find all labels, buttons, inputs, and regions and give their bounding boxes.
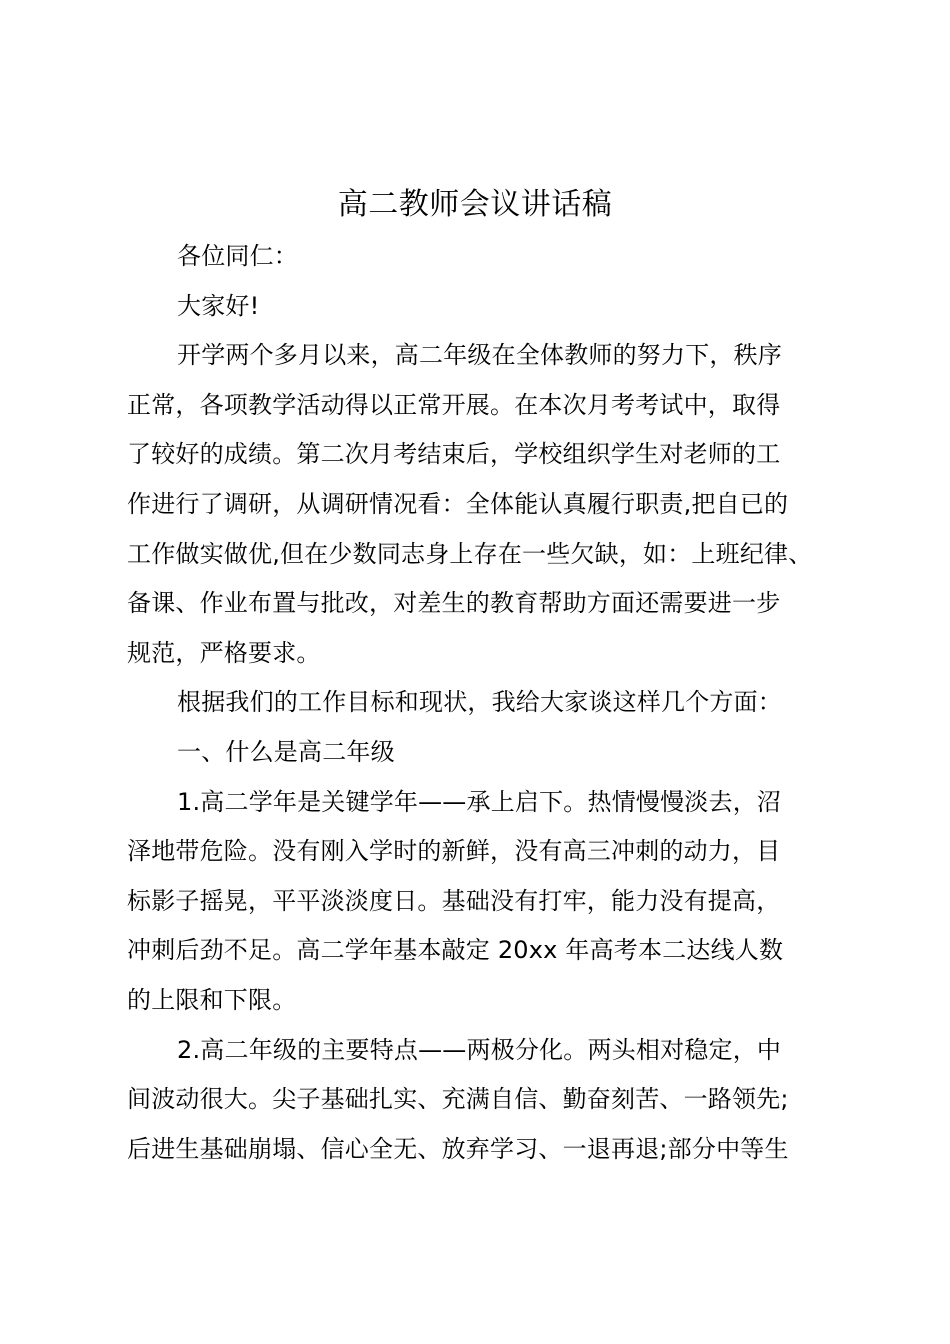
section-heading: 一、什么是高二年级 [177, 737, 395, 766]
paragraph-line: 作进行了调研，从调研情况看：全体能认真履行职责,把自已的 [127, 489, 789, 518]
paragraph-line: 冲刺后劲不足。高二学年基本敲定 20xx 年高考本二达线人数 [127, 936, 784, 965]
paragraph-line: 2.高二年级的主要特点——两极分化。两头相对稳定，中 [177, 1035, 782, 1064]
paragraph-line: 的上限和下限。 [127, 985, 297, 1014]
greeting-line: 大家好! [177, 291, 260, 320]
paragraph-line: 开学两个多月以来，高二年级在全体教师的努力下，秩序 [177, 341, 782, 370]
paragraph-line: 泽地带危险。没有刚入学时的新鲜，没有高三冲刺的动力，目 [127, 837, 781, 866]
paragraph-line: 工作做实做优,但在少数同志身上存在一些欠缺，如：上班纪律、 [127, 539, 813, 568]
paragraph-line: 正常，各项教学活动得以正常开展。在本次月考考试中，取得 [127, 390, 781, 419]
paragraph-line: 备课、作业布置与批改，对差生的教育帮助方面还需要进一步 [127, 589, 781, 618]
paragraph-line: 根据我们的工作目标和现状，我给大家谈这样几个方面： [177, 688, 782, 717]
paragraph-line: 后进生基础崩塌、信心全无、放弃学习、一退再退;部分中等生 [127, 1134, 789, 1163]
document-body [127, 232, 847, 1174]
paragraph-line: 了较好的成绩。第二次月考结束后，学校组织学生对老师的工 [127, 440, 781, 469]
paragraph-line: 1.高二学年是关键学年——承上启下。热情慢慢淡去，沼 [177, 787, 782, 816]
salutation-line: 各位同仁： [177, 242, 298, 270]
document-title: 高二教师会议讲话稿 [337, 187, 613, 222]
paragraph-line: 标影子摇晃，平平淡淡度日。基础没有打牢，能力没有提高， [127, 886, 781, 915]
paragraph-line: 间波动很大。尖子基础扎实、充满自信、勤奋刻苦、一路领先; [127, 1085, 789, 1114]
paragraph-line: 规范，严格要求。 [127, 638, 321, 667]
